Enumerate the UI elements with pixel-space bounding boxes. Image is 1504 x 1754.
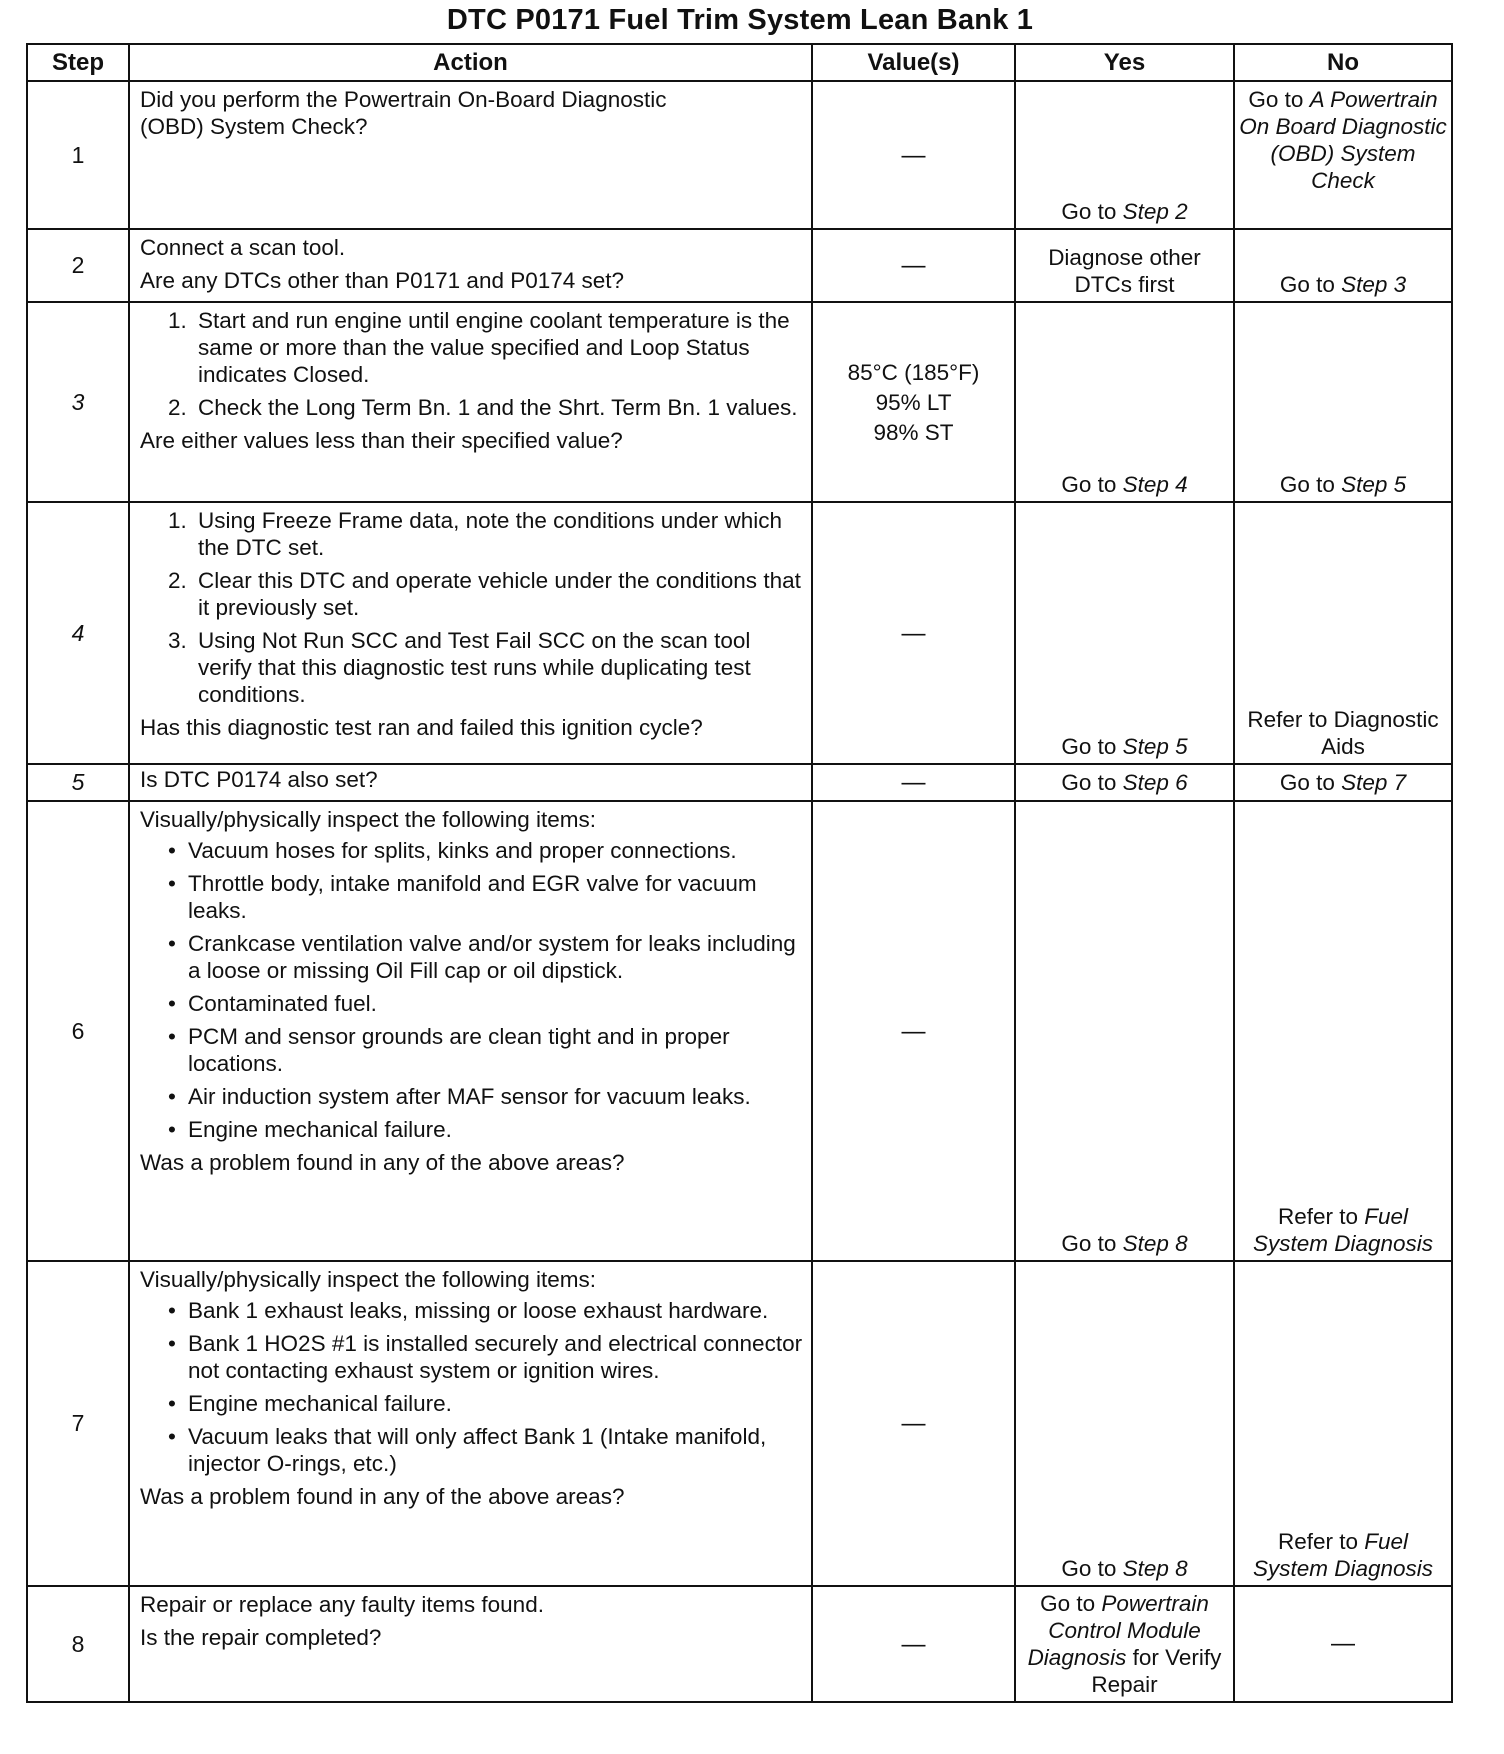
no-cell [1234, 801, 1452, 1261]
no-cell [1234, 764, 1452, 801]
action-cell [129, 764, 812, 801]
no-prefix: Refer to [1277, 1529, 1365, 1554]
action-question: Is the repair completed? [140, 1625, 382, 1650]
no-prefix: Go to [1279, 472, 1342, 497]
value-dash: — [901, 619, 926, 647]
list-item: • Vacuum leaks that will only affect Bank 1 (Intake manifold, injector O-rings, etc.) [168, 1423, 803, 1477]
yes-suffix: for Verify Repair [1091, 1644, 1222, 1697]
diagnostic-table [26, 43, 1453, 1703]
fuel-system-diagnosis-link[interactable]: Fuel System Diagnosis [1252, 1204, 1434, 1256]
header-values: Value(s) [812, 44, 1015, 81]
no-cell [1234, 1261, 1452, 1586]
table-row-step-4 [27, 502, 1452, 764]
yes-prefix: Go to [1061, 199, 1123, 224]
no-cell [1234, 229, 1452, 302]
no-cell [1234, 1586, 1452, 1702]
action-step-item: 2. Clear this DTC and operate vehicle under the conditions that it previously set. [168, 568, 801, 620]
yes-cell [1015, 502, 1234, 764]
table-row-step-6 [27, 801, 1452, 1261]
list-item: • PCM and sensor grounds are clean tight and in proper locations. [168, 1023, 803, 1077]
step-number: 7 [27, 1261, 129, 1586]
yes-prefix: Go to [1061, 769, 1123, 795]
table-row-step-1 [27, 81, 1452, 229]
value-dash: — [901, 252, 926, 279]
header-action: Action [129, 44, 812, 81]
list-item: • Engine mechanical failure. [168, 1390, 803, 1417]
action-question: Is DTC P0174 also set? [140, 767, 378, 792]
value-short-term: 98% ST [873, 419, 954, 445]
header-yes: Yes [1015, 44, 1234, 81]
list-item: • Air induction system after MAF sensor for vacuum leaks. [168, 1083, 803, 1110]
action-cell [129, 1261, 812, 1586]
list-item: • Contaminated fuel. [168, 990, 803, 1017]
action-intro: Visually/physically inspect the following items: [140, 1267, 597, 1292]
yes-prefix: Go to [1061, 734, 1123, 759]
value-cell [812, 801, 1015, 1261]
action-step-item: 1. Start and run engine until engine coolant temperature is the same or more than the value specified and Loop Status indicates Closed. [168, 308, 790, 387]
yes-cell [1015, 81, 1234, 229]
list-item: • Engine mechanical failure. [168, 1116, 803, 1143]
step-number: 2 [27, 229, 129, 302]
value-cell [812, 302, 1015, 502]
list-item: • Crankcase ventilation valve and/or system for leaks including a loose or missing Oil Fill cap or oil dipstick. [168, 930, 803, 984]
yes-prefix: Go to [1061, 472, 1123, 497]
step-number: 6 [27, 801, 129, 1261]
table-row-step-7 [27, 1261, 1452, 1586]
list-item: • Throttle body, intake manifold and EGR valve for vacuum leaks. [168, 870, 803, 924]
fuel-system-diagnosis-link[interactable]: Fuel System Diagnosis [1252, 1529, 1434, 1581]
no-prefix: Go to [1279, 272, 1342, 297]
list-item: • Bank 1 HO2S #1 is installed securely and electrical connector not contacting exhaust system or ignition wires. [168, 1330, 803, 1384]
step-number: 1 [27, 81, 129, 229]
action-cell [129, 229, 812, 302]
yes-cell [1015, 1261, 1234, 1586]
value-cell [812, 764, 1015, 801]
value-dash: — [901, 1630, 926, 1658]
step-number: 8 [27, 1586, 129, 1702]
action-question: Has this diagnostic test ran and failed this ignition cycle? [140, 715, 703, 740]
value-dash: — [901, 1410, 926, 1437]
page-title: DTC P0171 Fuel Trim System Lean Bank 1 [446, 4, 1034, 36]
step-number: 4 [27, 502, 129, 764]
value-cell [812, 1261, 1015, 1586]
action-step-item: 3. Using Not Run SCC and Test Fail SCC on the scan tool verify that this diagnostic test runs while duplicating test conditions. [168, 628, 751, 707]
no-cell [1234, 302, 1452, 502]
yes-prefix: Go to [1061, 1231, 1123, 1256]
pcm-diagnosis-link[interactable]: Powertrain Control Module Diagnosis [1027, 1590, 1209, 1670]
yes-cell [1015, 801, 1234, 1261]
action-question: Are either values less than their specified value? [140, 428, 623, 453]
list-item: • Bank 1 exhaust leaks, missing or loose exhaust hardware. [168, 1297, 803, 1324]
action-cell [129, 1586, 812, 1702]
action-intro: Repair or replace any faulty items found. [140, 1592, 544, 1617]
no-prefix: Go to [1279, 769, 1342, 795]
obd-system-check-link[interactable]: A Powertrain On Board Diagnostic (OBD) System Check [1239, 87, 1447, 193]
list-item: • Vacuum hoses for splits, kinks and proper connections. [168, 837, 803, 864]
yes-text: Diagnose other DTCs first [1048, 245, 1201, 297]
table-row-step-2 [27, 229, 1452, 302]
action-line: (OBD) System Check? [140, 114, 368, 139]
value-cell [812, 229, 1015, 302]
value-cell [812, 502, 1015, 764]
no-cell [1234, 502, 1452, 764]
value-long-term: 95% LT [875, 389, 952, 415]
table-row-step-8 [27, 1586, 1452, 1702]
goto-step-2-link[interactable]: Step 2 [1122, 199, 1188, 224]
goto-step-4-link[interactable]: Step 4 [1122, 472, 1188, 497]
value-cell [812, 1586, 1015, 1702]
yes-cell [1015, 764, 1234, 801]
no-cell [1234, 81, 1452, 229]
action-question: Are any DTCs other than P0171 and P0174 set? [140, 268, 625, 293]
yes-cell [1015, 1586, 1234, 1702]
no-prefix: Go to [1248, 87, 1310, 112]
table-row-step-3 [27, 302, 1452, 502]
step-number: 3 [27, 302, 129, 502]
no-dash: — [1331, 1630, 1355, 1657]
action-cell [129, 302, 812, 502]
header-row [27, 44, 1452, 81]
diagnostic-aids-link[interactable]: Refer to Diagnostic Aids [1247, 707, 1439, 759]
header-step: Step [27, 44, 129, 81]
yes-prefix: Go to [1040, 1590, 1102, 1616]
value-dash: — [901, 1017, 926, 1045]
action-intro: Visually/physically inspect the following items: [140, 807, 597, 832]
action-cell [129, 81, 812, 229]
inspection-list [140, 1297, 803, 1477]
value-temperature: 85°C (185°F) [847, 359, 980, 385]
table-row-step-5 [27, 764, 1452, 801]
action-steps [140, 507, 803, 708]
header-no: No [1234, 44, 1452, 81]
action-cell [129, 801, 812, 1261]
goto-step-6-link[interactable]: Step 6 [1122, 769, 1188, 795]
goto-step-5-link[interactable]: Step 5 [1341, 472, 1407, 497]
action-cell [129, 502, 812, 764]
action-step-item: 1. Using Freeze Frame data, note the conditions under which the DTC set. [168, 508, 783, 560]
goto-step-7-link[interactable]: Step 7 [1341, 769, 1407, 795]
inspection-list [140, 837, 803, 1143]
action-line: Did you perform the Powertrain On-Board Diagnostic [140, 87, 667, 112]
value-dash: — [901, 141, 926, 169]
action-question: Was a problem found in any of the above areas? [140, 1484, 625, 1509]
goto-step-8-link[interactable]: Step 8 [1122, 1231, 1188, 1256]
yes-cell [1015, 229, 1234, 302]
step-number: 5 [27, 764, 129, 801]
value-cell [812, 81, 1015, 229]
goto-step-8-link[interactable]: Step 8 [1122, 1556, 1188, 1581]
value-dash: — [901, 769, 926, 796]
goto-step-5-link[interactable]: Step 5 [1122, 734, 1188, 759]
goto-step-3-link[interactable]: Step 3 [1341, 272, 1407, 297]
yes-prefix: Go to [1061, 1556, 1123, 1581]
yes-cell [1015, 302, 1234, 502]
action-steps [140, 307, 803, 421]
action-intro: Connect a scan tool. [140, 235, 346, 260]
no-prefix: Refer to [1277, 1204, 1365, 1229]
action-question: Was a problem found in any of the above areas? [140, 1150, 625, 1175]
action-step-item: 2. Check the Long Term Bn. 1 and the Shrt. Term Bn. 1 values. [168, 395, 798, 420]
